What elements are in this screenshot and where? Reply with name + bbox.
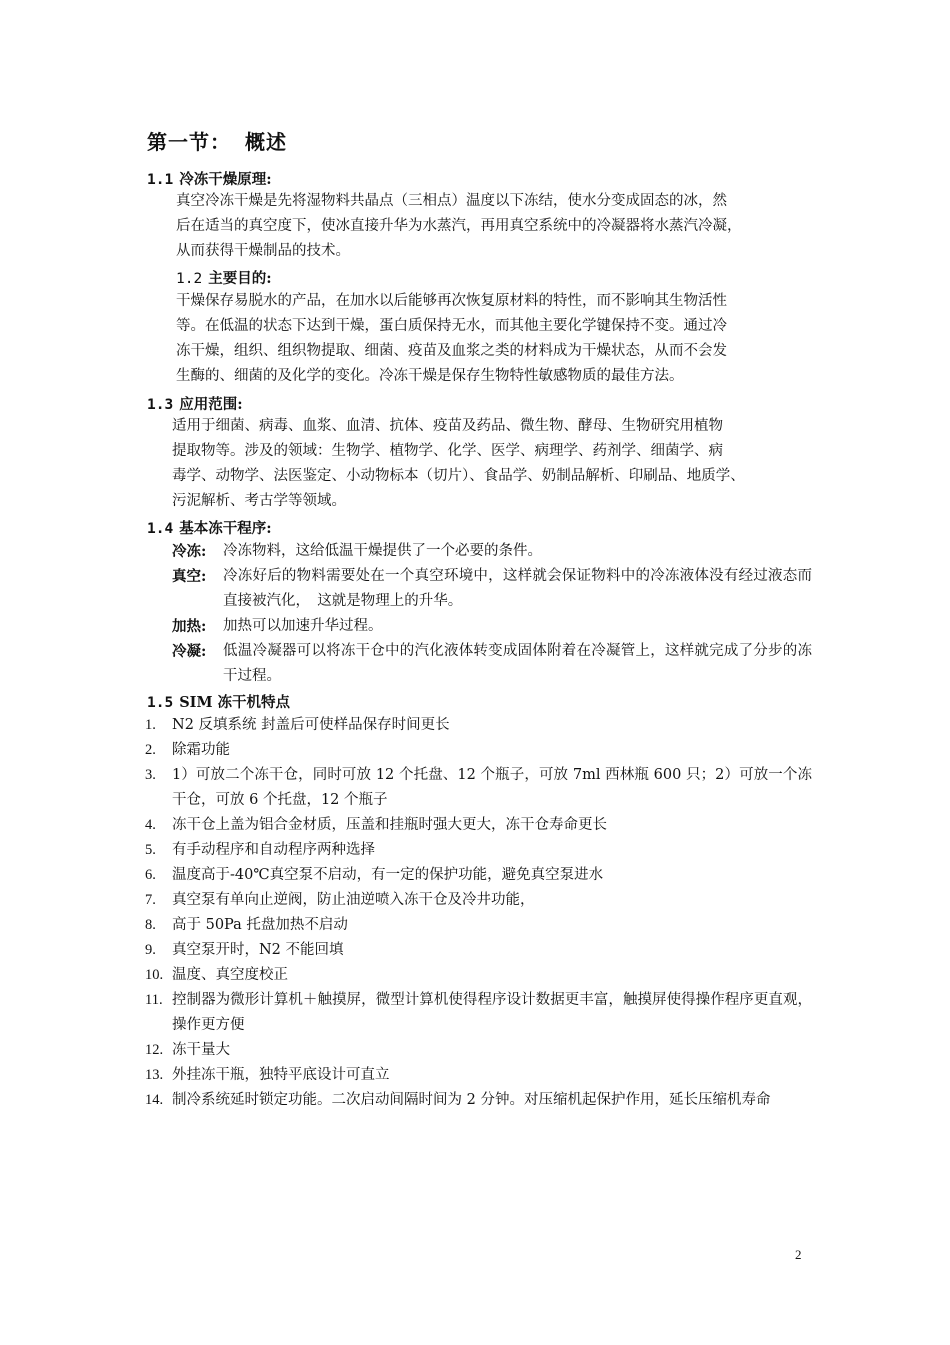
section-number: 1.3 [147,397,174,413]
item-text: N2 反填系统 封盖后可使样品保存时间更长 [172,717,450,733]
feature-list [145,713,812,1113]
list-item [145,1063,812,1088]
step-heat [172,614,812,639]
step-freeze [172,539,812,564]
section-title: SIM 冻干机特点 [179,694,291,711]
step-desc: 冷冻好后的物料需要处在一个真空环境中，这样就会保证物料中的冷冻液体没有经过液态而直接被汽化， 这就是物理上的升华。 [223,568,812,609]
section-heading-1-4 [147,517,272,538]
list-item [145,1038,812,1063]
list-item [145,813,812,838]
item-text: 真空泵有单向止逆阀，防止油逆喷入冻干仓及冷井功能， [172,892,535,908]
item-text: 高于 50Pa 托盘加热不启动 [172,917,348,933]
step-desc: 加热可以加速升华过程。 [223,618,383,634]
paragraph-line: 冻干燥，组织、组织物提取、细菌、疫苗及血浆之类的材料成为干燥状态，从而不会发 [176,343,727,359]
item-text: 温度高于-40℃真空泵不启动，有一定的保护功能，避免真空泵进水 [172,867,604,883]
paragraph-line: 毒学、动物学、法医鉴定、小动物标本（切片）、食品学、奶制品解析、印刷品、地质学、 [172,468,745,484]
paragraph-line: 后在适当的真空度下，使冰直接升华为水蒸汽，再用真空系统中的冷凝器将水蒸汽冷凝， [176,218,742,234]
list-item [145,763,812,813]
list-item [145,913,812,938]
paragraph-line: 真空冷冻干燥是先将湿物料共晶点（三相点）温度以下冻结，使水分变成固态的冰，然 [176,193,727,209]
step-term: 真空: [172,568,207,585]
section-number: 1.4 [147,521,174,537]
section-number: 1.5 [147,695,174,711]
item-text: 除霜功能 [172,742,230,758]
item-number: 12. [145,1042,164,1058]
section-title: 基本冻干程序: [179,520,272,537]
item-text: 真空泵开时，N2 不能回填 [172,942,344,958]
item-text: 冻干量大 [172,1042,230,1058]
page-number: 2 [795,1247,802,1262]
step-term: 加热: [172,618,207,635]
list-item [145,863,812,888]
item-number: 6. [145,867,156,883]
paragraph-line: 污泥解析、考古学等领域。 [172,493,346,509]
item-text: 制冷系统延时锁定功能。二次启动间隔时间为 2 分钟。对压缩机起保护作用，延长压缩机寿命 [172,1092,771,1108]
list-item [145,988,812,1038]
list-item [145,888,812,913]
item-text: 1）可放二个冻干仓，同时可放 12 个托盘、12 个瓶子，可放 7ml 西林瓶 600 只；2）可放一个冻干仓，可放 6 个托盘，12 个瓶子 [172,767,812,808]
list-item [145,838,812,863]
item-number: 1. [145,717,156,733]
item-number: 11. [145,992,163,1008]
item-number: 2. [145,742,156,758]
paragraph-line: 适用于细菌、病毒、血浆、血清、抗体、疫苗及药品、微生物、酵母、生物研究用植物 [172,418,723,434]
step-term: 冷凝: [172,643,207,660]
item-number: 4. [145,817,156,833]
step-vacuum [172,564,812,614]
section-number: 1.1 [147,172,174,188]
chapter-heading [147,126,287,155]
step-desc: 低温冷凝器可以将冻干仓中的汽化液体转变成固体附着在冷凝管上，这样就完成了分步的冻干过程。 [223,643,812,684]
section-title: 应用范围: [179,396,243,413]
chapter-subtitle: 概述 [245,130,287,154]
paragraph-line: 干燥保存易脱水的产品，在加水以后能够再次恢复原材料的特性，而不影响其生物活性 [176,293,727,309]
item-text: 外挂冻干瓶，独特平底设计可直立 [172,1067,390,1083]
item-text: 有手动程序和自动程序两种选择 [172,842,375,858]
item-number: 9. [145,942,156,958]
item-number: 13. [145,1067,164,1083]
step-condense [172,639,812,689]
section-heading-1-3 [147,393,243,414]
chapter-title: 第一节： [147,130,231,154]
item-text: 控制器为微形计算机＋触摸屏，微型计算机使得程序设计数据更丰富，触摸屏使得操作程序更直观，操作更方便 [172,992,812,1033]
section-number: 1.2 [176,271,203,287]
item-number: 5. [145,842,156,858]
item-number: 3. [145,767,156,783]
step-desc: 冷冻物料，这给低温干燥提供了一个必要的条件。 [223,543,542,559]
section-heading-1-1 [147,168,272,189]
list-item [145,738,812,763]
item-number: 8. [145,917,156,933]
section-title: 主要目的: [208,270,272,287]
paragraph-line: 从而获得干燥制品的技术。 [176,243,350,259]
paragraph-line: 生酶的、细菌的及化学的变化。冷冻干燥是保存生物特性敏感物质的最佳方法。 [176,368,684,384]
list-item [145,713,812,738]
item-number: 14. [145,1092,164,1108]
procedure-steps [172,539,812,689]
section-heading-1-5 [147,691,290,712]
section-heading-1-2 [176,267,272,288]
list-item [145,1088,812,1113]
item-number: 10. [145,967,164,983]
list-item [145,963,812,988]
paragraph-line: 等。在低温的状态下达到干燥，蛋白质保持无水，而其他主要化学键保持不变。通过冷 [176,318,727,334]
section-title: 冷冻干燥原理: [179,171,272,188]
item-text: 温度、真空度校正 [172,967,288,983]
list-item [145,938,812,963]
item-number: 7. [145,892,156,908]
step-term: 冷冻: [172,543,207,560]
paragraph-line: 提取物等。涉及的领域：生物学、植物学、化学、医学、病理学、药剂学、细菌学、病 [172,443,723,459]
item-text: 冻干仓上盖为铝合金材质，压盖和挂瓶时强大更大，冻干仓寿命更长 [172,817,607,833]
